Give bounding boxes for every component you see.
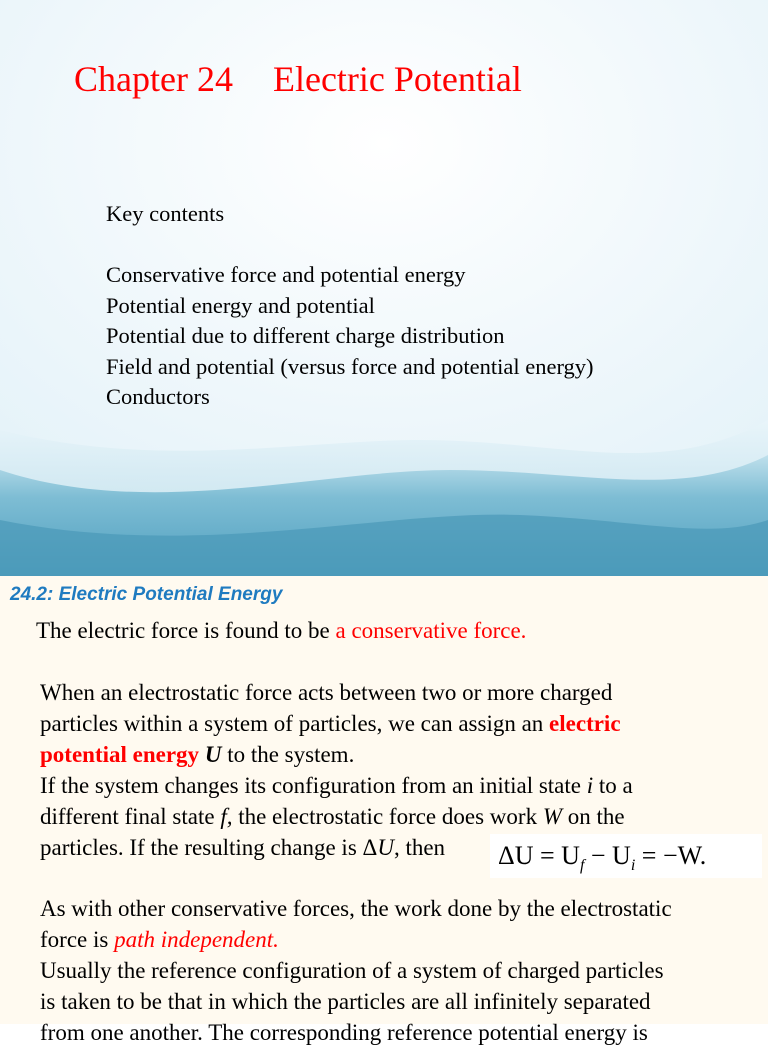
section-heading: 24.2: Electric Potential Energy	[10, 584, 283, 605]
text: force is	[40, 927, 115, 952]
line	[40, 739, 633, 770]
line: As with other conservative forces, the work done by the electrostatic	[40, 896, 672, 921]
line: from one another. The corresponding reference potential energy is	[40, 1020, 648, 1045]
title-topic: Electric Potential	[272, 59, 522, 99]
line	[40, 801, 633, 832]
key-contents-item: Field and potential (versus force and potential energy)	[106, 353, 594, 379]
text: , then	[393, 835, 446, 860]
slide-2	[0, 576, 768, 1045]
formula-delta-u	[490, 834, 762, 878]
text: to the system.	[221, 742, 355, 767]
title-chapter: Chapter 24	[74, 59, 233, 99]
paragraph-conservative	[36, 615, 526, 646]
symbol-u: U	[204, 742, 222, 767]
key-contents-heading: Key contents	[106, 201, 225, 226]
var-u: U	[377, 835, 394, 860]
key-contents-item: Conservative force and potential energy	[106, 262, 466, 287]
line	[40, 708, 633, 739]
formula-sub-f: f	[579, 857, 585, 875]
formula-part: − U	[584, 841, 631, 870]
text: the electrostatic force does work	[232, 804, 543, 829]
paragraph-path-independent	[40, 893, 672, 1048]
highlight-electric: electric	[549, 711, 621, 736]
var-i: i	[586, 773, 594, 798]
key-contents-item: Potential due to different charge distribution	[106, 323, 505, 348]
line: When an electrostatic force acts between two or more charged	[40, 680, 613, 705]
text: to a	[593, 773, 633, 798]
line: Usually the reference configuration of a system of charged particles	[40, 958, 664, 983]
highlight-conservative-force: a conservative force.	[335, 618, 527, 643]
key-contents-item: Potential energy and potential	[106, 292, 375, 318]
highlight-potential-energy: potential energy	[40, 742, 200, 767]
line	[40, 924, 672, 955]
text: The electric force is found to be	[36, 618, 336, 643]
key-contents-item: Conductors	[106, 384, 210, 409]
formula-sub-i: i	[630, 857, 636, 875]
text: on the	[562, 804, 625, 829]
line: is taken to be that in which the particles are all infinitely separated	[40, 989, 651, 1014]
var-f: f,	[220, 804, 233, 829]
text: If the system changes its configuration from an initial state	[40, 773, 587, 798]
text: different final state	[40, 804, 221, 829]
text: particles within a system of particles, we can assign an	[40, 711, 550, 736]
highlight-path-independent: path independent.	[114, 927, 279, 952]
text: particles. If the resulting change is Δ	[40, 835, 378, 860]
key-contents	[106, 199, 594, 413]
formula-part: ΔU = U	[498, 841, 580, 870]
formula-part: = −W.	[635, 841, 707, 870]
slide-title	[74, 58, 522, 100]
line	[40, 770, 633, 801]
var-w: W	[542, 804, 562, 829]
